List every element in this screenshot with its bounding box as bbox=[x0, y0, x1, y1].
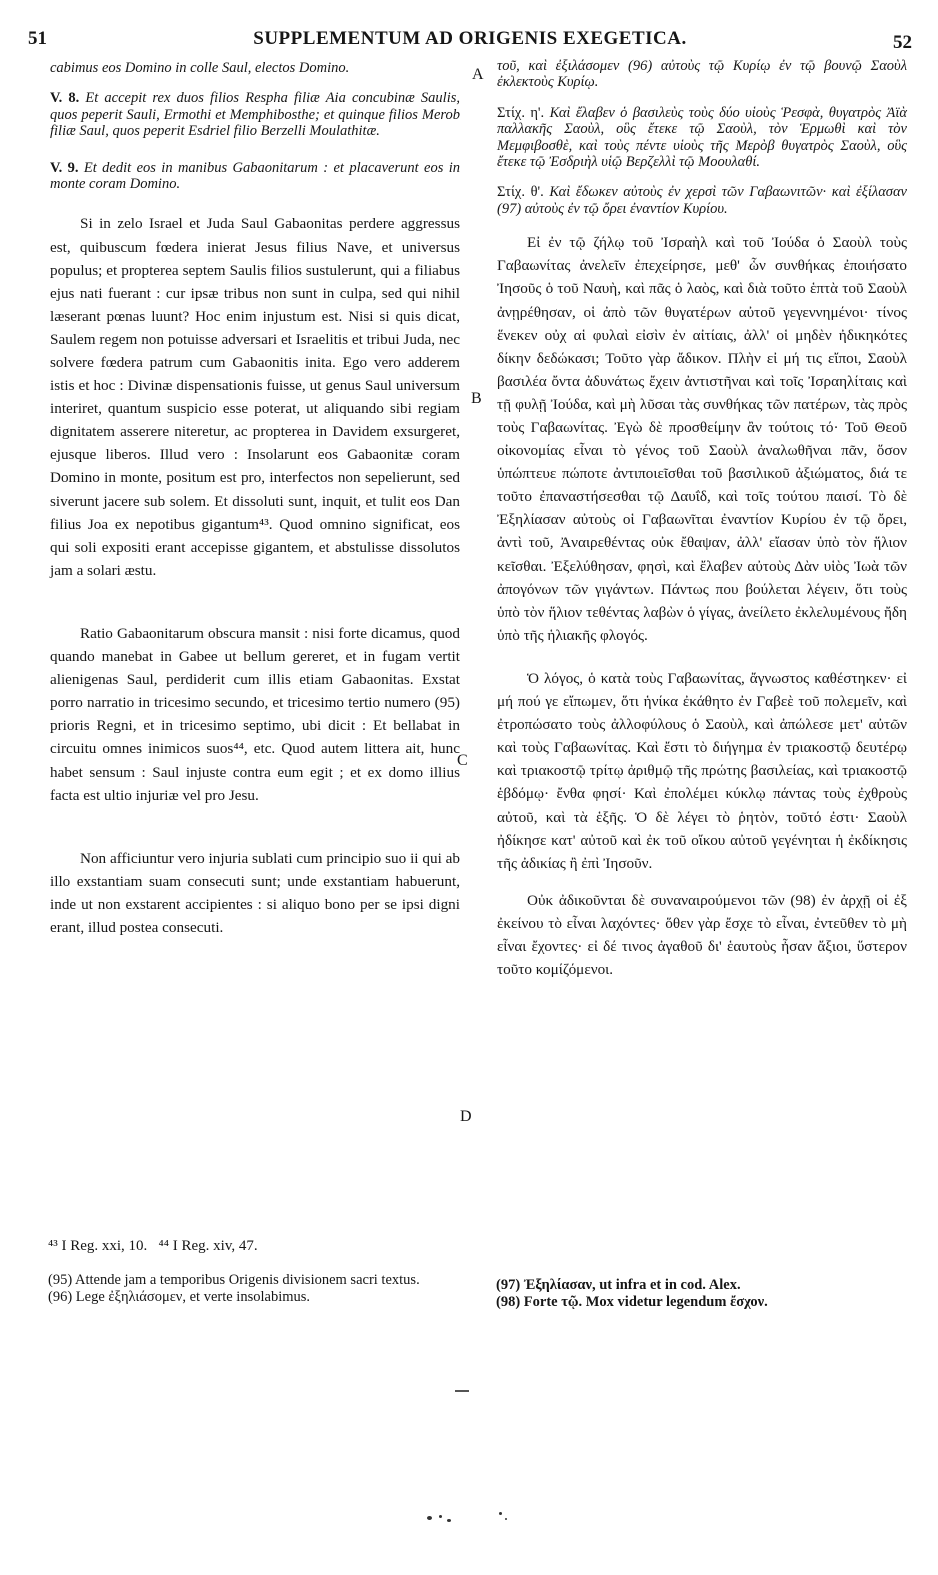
page-header bbox=[28, 28, 912, 58]
greek-verse-8 bbox=[497, 105, 907, 171]
latin-verse-9-text: Et dedit eos in manibus Gabaonitarum : et placaverunt eos in monte coram Domino. bbox=[50, 159, 461, 193]
greek-paragraph-1: Εἰ ἐν τῷ ζήλῳ τοῦ Ἰσραὴλ καὶ τοῦ Ἰούδα ὁ Σαοὺλ τοὺς Γαβαωνίτας ἀνελεῖν ἐπεχείρησε, μεθ' ὧν συνθήκας ἐποιήσατο Ἰησοῦς ὁ τοῦ Ναυὴ, καὶ πᾶς ὁ λαὸς, καὶ διὰ τοῦτο ἑπτὰ τοῦ Σαοὺλ ἀνῃρέθησαν, οἱ ἀπὸ τῶν θυγατέρων αὐτοῦ γεγεννημένοι· τίνος ἕνεκεν οὐχ αἱ φυλαὶ εἰσὶν ἐν αἰτίαις, ἀλλ' οἱ μηδὲν ἠδικηκότες δίκην δεδώκασι; Τοῦτο γὰρ ἄδικον. Πλὴν εἰ μή τις εἴποι, Σαοὺλ βασιλέα ὄντα ἀδυνάτως ἔχειν ἀντιστῆναι καὶ τοῖς Ἰσραηλίταις καὶ τῇ φυλῇ Ἰούδα, καὶ μὴ λῦσαι τὰς συνθήκας τῶν πατέρων, τὰς πρὸς τοὺς Γαβαωνίτας. Ἐγὼ δὲ προσθείμην ἂν τούτοις τό· Τοῦ Θεοῦ οἰκονομίας εἶναι τὸ γένος τοῦ Σαοὺλ ἀναλωθῆναι πᾶν, ὅσον ὑπώπτευε πώποτε ἀντιποιεῖσθαι τοῦ βασιλικοῦ ἀξιώματος, διά τε τοῦτο ἐπαναστήσεσθαι τῷ Δαυΐδ, καὶ τοῖς τούτου παισί. Τὸ δὲ Ἐξηλίασαν αὐτοὺς οἱ Γαβαωνῖται ἐναντίον Κυρίου ἐν τῷ ὄρει, ἀντὶ τοῦ, Ἀναιρεθέντας οὐκ ἔθαψαν, ἀλλ' εἴασαν ὑπὸ τὸν ἥλιον κεῖσθαι. Ἐξελύθησαν, φησὶ, καὶ ἔλαβεν αὐτοὺς Δὰν υἱὸς Ἰωὰ τῶν ἀπογόνων τῶν γιγάντων. Πάντως που βούλεται λέγειν, ὅτι τοὺς ὑπὸ τὸν ἥλιον τεθέντας λαβὼν ὁ γίγας, ἀνείλετο ἐκλελυμένους ἤδη ὑπὸ τῆς ἡλιακῆς φλογός. bbox=[497, 234, 907, 644]
greek-paragraph-2: Ὁ λόγος, ὁ κατὰ τοὺς Γαβαωνίτας, ἄγνωστος καθέστηκεν· εἰ μή πού γε εἴπωμεν, ὅτι ἡνίκα ἐκάθητο ἐν Γαβεὲ τοῦ πολεμεῖν, καὶ ἐτροπώσατο τοὺς ἀλλοφύλους ὁ Σαοὺλ, καὶ ἀπώλεσε μετ' αὐτῶν καὶ τοὺς Γαβαωνίτας. Καὶ ἔστι τὸ διήγημα ἐν τριακοστῷ δευτέρῳ καὶ τριακοστῷ τρίτῳ ἀριθμῷ τῆς πρώτης βασιλείας, καὶ τριακοστῷ ἑβδόμῳ· ἔνθα φησί· Καὶ ἐπολέμει κύκλῳ πάντας τοὺς ἐχθροὺς αὐτοῦ, καὶ τὰ ἑξῆς. Ὁ δὲ λέγει τὸ ῥητὸν, τοῦτό ἐστι· Σαοὺλ ἠδίκησε κατ' αὐτοῦ καὶ ἐκ τοῦ οἴκου αὐτοῦ γεγένηται ἡ ἐκδίκησις τῆς ἀδικίας ἢ ἐπὶ Ἰησοῦν. bbox=[497, 669, 907, 872]
margin-letter-b: B bbox=[471, 390, 482, 407]
footnote-97: (97) Ἐξηλίασαν, ut infra et in cod. Alex. bbox=[496, 1277, 741, 1293]
latin-verse-9-number: V. 9. bbox=[50, 159, 79, 176]
latin-top-line: cabimus eos Domino in colle Saul, electos Domino. bbox=[50, 60, 350, 76]
greek-verse-9 bbox=[497, 184, 907, 217]
footnote-95: (95) Attende jam a temporibus Origenis divisionem sacri textus. bbox=[48, 1272, 420, 1288]
latin-verse-8-number: V. 8. bbox=[50, 90, 80, 107]
latin-verse-9 bbox=[50, 160, 460, 193]
latin-verse-8-text: Et accepit rex duos filios Respha filiæ Aia concubinæ Saulis, quos peperit Sauli, Ermothi et Memphibosthe; et quinque filios Merob filiæ Saul, quos peperit Esdriel filio Berzelli Moulathitæ. bbox=[50, 90, 460, 140]
footnote-references: ⁴³ I Reg. xxi, 10. ⁴⁴ I Reg. xiv, 47. bbox=[48, 1238, 258, 1254]
footnotes-left bbox=[48, 1272, 468, 1306]
latin-paragraph-3: Non afficiuntur vero injuria sublati cum principio suo ii qui ab illo exstantiam suam consecuti sunt; unde exstantiam habuerunt, inde ut non exstarent accipientes : si aliquo bono per se ipsi digni erant, illud postea consecuti. bbox=[50, 849, 460, 936]
margin-letter-c: C bbox=[457, 752, 468, 769]
margin-letter-a: A bbox=[472, 66, 484, 83]
latin-paragraph-1: Si in zelo Israel et Juda Saul Gabaonitas perdere aggressus est, quibuscum fœdera inierat Jesus filius Nave, et universus populus; et propterea septem Saulis filios sustulerunt, qui a filiabus ejus nati fuerant : cur ipsæ tribus non sunt in culpa, sed qui nihil læserant pœnas luunt? Hoc enim injustum est. Nisi si quis dicat, Saulem regem non potuisse adversari et Israelitis et tribui Juda, nec solvere fœdera patrum cum Gabaonitis inita. Ego vero adderem istis et hoc : Divinæ dispensationis fuisse, ut genus Saul universum interiret, quantum suspicio esse poterat, ut aliquando sibi regiam dignitatem asserere niteretur, ac propterea in Davidem exsurgeret, ejusque liberos. Illud vero : Insolarunt eos Gabaonitæ coram Domino in monte, positum est pro, interfectos non sepelierunt, sed siverunt jacere sub solem. Et dissoluti sunt, inquit, et tulit eos Dan filius Joa ex nepotibus gigantum⁴³. Quod omnino significat, eos qui soli expositi erant accepisse gigantem, et abstulisse dissolutos jam a solari æstu. bbox=[50, 215, 460, 579]
footnote-96: (96) Lege ἐξηλιάσομεν, et verte insolabimus. bbox=[48, 1289, 311, 1305]
greek-paragraph-3: Οὐκ ἀδικοῦνται δὲ συναναιρούμενοι τῶν (98) ἐν ἀρχῇ οἱ ἐξ ἐκείνου τὸ εἶναι λαχόντες· ὅθεν γὰρ ἔσχε τὸ εἶναι, ἐντεῦθεν τὸ μὴ εἶναι ἔχοντες· εἰ δέ τινος ἀγαθοῦ δι' ἑαυτοὺς ἦσαν ἄξιοι, ὕστερον τοῦτο κομίζόμενοι. bbox=[497, 891, 907, 979]
greek-verse-8-number: Στίχ. η'. bbox=[497, 104, 545, 121]
greek-verse-8-text: Καὶ ἔλαβεν ὁ βασιλεὺς τοὺς δύο υἱοὺς Ῥεσφὰ, θυγατρὸς Ἀϊὰ παλλακῆς Σαοὺλ, οὓς ἔτεκε τῷ Σαοὺλ, τὸν Ἑρμωθὶ καὶ τὸν Μεμφιβοσθὲ, καὶ τοὺς πέντε υἱοὺς τῆς Μερὸβ θυγατρὸς Σαοὺλ, οὓς ἔτεκε τῷ Ἐσδριὴλ υἱῷ Βερζελλὶ τῷ Μοουλαθί. bbox=[497, 104, 908, 171]
running-title: SUPPLEMENTUM AD ORIGENIS EXEGETICA. bbox=[253, 28, 687, 49]
greek-verse-9-text: Καὶ ἔδωκεν αὐτοὺς ἐν χερσὶ τῶν Γαβαωνιτῶν· καὶ ἐξίλασαν (97) αὐτοὺς ἐν τῷ ὄρει ἐναντίον Κυρίου. bbox=[497, 184, 907, 217]
page-number-right: 52 bbox=[893, 32, 912, 53]
greek-verse-9-number: Στίχ. θ'. bbox=[497, 184, 544, 201]
separator-dash bbox=[455, 1390, 469, 1392]
margin-letter-d: D bbox=[460, 1108, 472, 1125]
latin-paragraph-2: Ratio Gabaonitarum obscura mansit : nisi forte dicamus, quod quando manebat in Gabee ut bellum gereret, et in fugam vertit alienigenas Saul, perdiderit cum illis etiam Gabaonitas. Exstat porro narratio in tricesimo secundo, et tricesimo tertio numero (95) prioris Regni, et in tricesimo septimo, ubi dicit : Et bellabat in circuitu omnes inimicos suos⁴⁴, etc. Quod autem littera ait, hunc habet sensum : Saul injuste contra eum egit ; et ex domo illius facta est ultio injuriæ vel pro Jesu. bbox=[50, 624, 460, 804]
footnote-98: (98) Forte τῷ. Mox videtur legendum ἔσχον. bbox=[496, 1294, 768, 1310]
greek-column bbox=[497, 58, 907, 981]
greek-top-line: τοῦ, καὶ ἐξιλάσομεν (96) αὐτοὺς τῷ Κυρίῳ ἐν τῷ βουνῷ Σαοὺλ ἐκλεκτοὺς Κυρίῳ. bbox=[497, 58, 907, 91]
page-number-left: 51 bbox=[28, 28, 47, 49]
footnotes-right bbox=[496, 1277, 916, 1311]
latin-column bbox=[50, 60, 460, 939]
latin-verse-8 bbox=[50, 90, 460, 139]
scan-specks bbox=[425, 1510, 525, 1530]
